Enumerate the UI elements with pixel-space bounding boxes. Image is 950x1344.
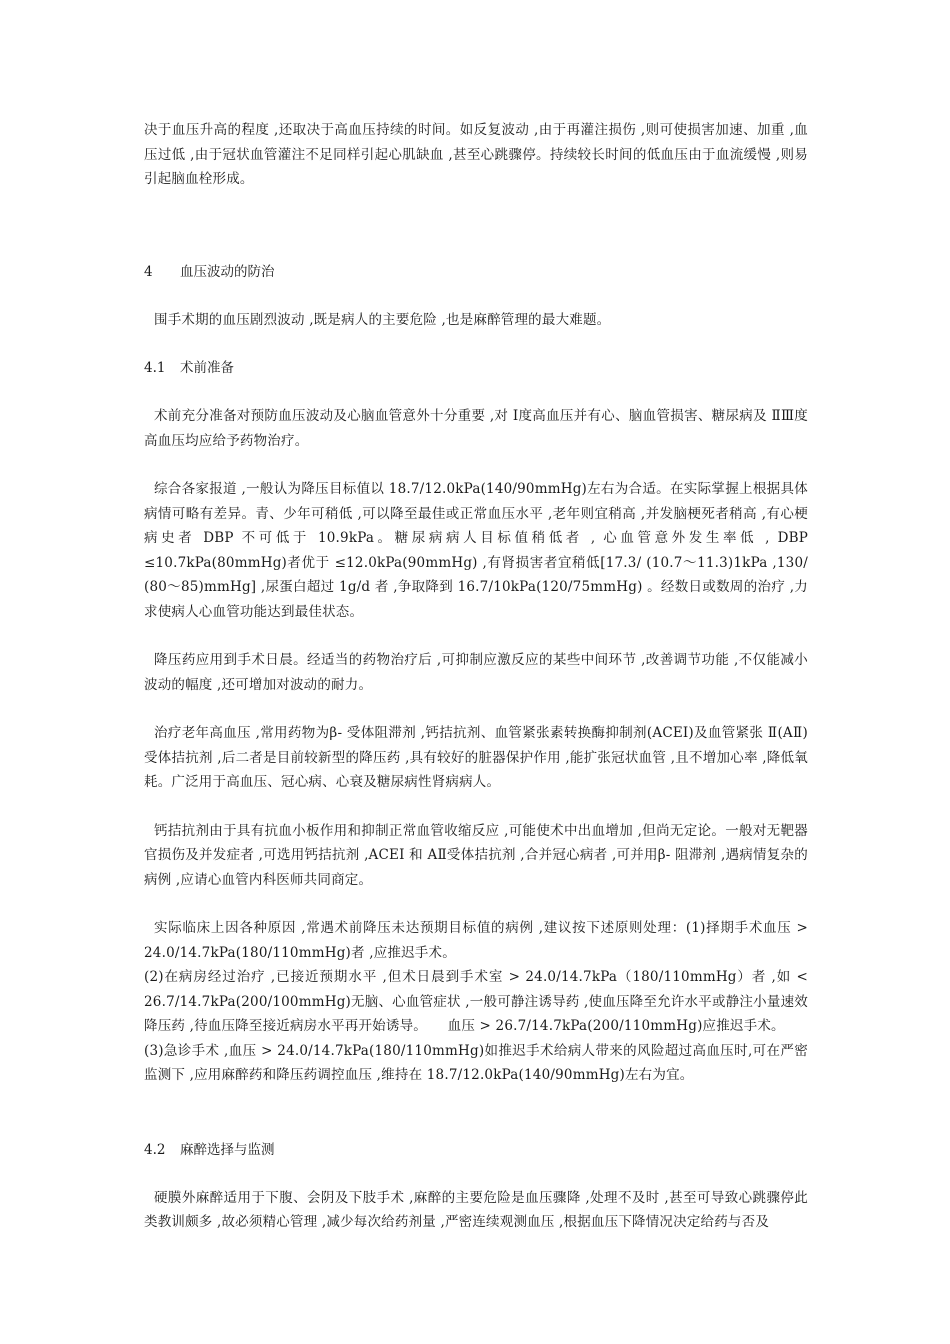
paragraph-4-1-f-1: 实际临床上因各种原因 ,常遇术前降压未达预期目标值的病例 ,建议按下述原则处理：(1)择期手术血压 > 24.0/14.7kPa(180/110mmHg)者 ,应推迟手术。 [144, 920, 808, 961]
paragraph-4-2-a: 硬膜外麻醉适用于下腹、会阴及下肢手术 ,麻醉的主要危险是血压骤降 ,处理不及时 ,甚至可导致心跳骤停此类教训颇多 ,故必须精心管理 ,减少每次给药剂量 ,严密连续观测血压 ,根据血压下降情况决定给药与否及 [144, 1189, 808, 1230]
section-number: 4 [144, 263, 153, 280]
section-heading-4-2 [144, 1138, 808, 1162]
section-number: 4.2 [144, 1141, 166, 1158]
section-title: 术前准备 [180, 360, 234, 376]
paragraph-4-1-b: 综合各家报道 ,一般认为降压目标值以 18.7/12.0kPa(140/90mmHg)左右为合适。在实际掌握上根据具体病情可略有差异。青、少年可稍低 ,可以降至最佳或正常血压水平 ,老年则宜稍高 ,并发脑梗死者稍高 ,有心梗病史者 DBP 不可低于 10.9kPa。糖尿病病人目标值稍低者 , 心血管意外发生率低 , DBP ≤10.7kPa(80mmHg)者优于 ≤12.0kPa(90mmHg) ,有肾损害者宜稍低[17.3/ (10.7～11.3)1kPa ,130/ (80～85)mmHg] ,尿蛋白超过 1g/d 者 ,争取降到 16.7/10kPa(120/75mmHg) 。经数日或数周的治疗 ,力求使病人心血管功能达到最佳状态。 [144, 481, 808, 620]
section-title: 麻醉选择与监测 [180, 1141, 275, 1158]
section-number: 4.1 [144, 360, 166, 376]
paragraph-4-1-f-2: (2)在病房经过治疗 ,已接近预期水平 ,但术日晨到手术室 > 24.0/14.7kPa（180/110mmHg）者 ,如 < 26.7/14.7kPa(200/100mmHg)无脑、心血管症状 ,一般可静注诱导药 ,使血压降至允许水平或静注小量速效降压药 ,待血压降至接近病房水平再开始诱导。 血压 > 26.7/14.7kPa(200/110mmHg)应推迟手术。 [144, 969, 808, 1034]
paragraph-4-1-a: 术前充分准备对预防血压波动及心脑血管意外十分重要 ,对 Ⅰ度高血压并有心、脑血管损害、糖尿病及 ⅡⅢ度高血压均应给予药物治疗。 [144, 408, 808, 449]
document-page [144, 118, 808, 1235]
section-title: 血压波动的防治 [180, 263, 275, 280]
section-heading-4-1 [144, 356, 808, 380]
section-heading-4 [144, 260, 808, 284]
paragraph-4-1-c: 降压药应用到手术日晨。经适当的药物治疗后 ,可抑制应激反应的某些中间环节 ,改善调节功能 ,不仅能减小波动的幅度 ,还可增加对波动的耐力。 [144, 652, 808, 693]
spacer [144, 192, 808, 242]
paragraph-4-1-d: 治疗老年高血压 ,常用药物为β- 受体阻滞剂 ,钙拮抗剂、血管紧张素转换酶抑制剂(ACEI)及血管紧张 Ⅱ(AⅡ)受体拮抗剂 ,后二者是目前较新型的降压药 ,具有较好的脏器保护作用 ,能扩张冠状血管 ,且不增加心率 ,降低氧耗。广泛用于高血压、冠心病、心衰及糖尿病性肾病病人。 [144, 725, 808, 790]
paragraph-4: 围手术期的血压剧烈波动 ,既是病人的主要危险 ,也是麻醉管理的最大难题。 [154, 311, 611, 328]
paragraph-intro: 决于血压升高的程度 ,还取决于高血压持续的时间。如反复波动 ,由于再灌注损伤 ,则可使损害加速、加重 ,血压过低 ,由于冠状血管灌注不足同样引起心肌缺血 ,甚至心跳骤停。持续较长时间的低血压由于血流缓慢 ,则易引起脑血栓形成。 [144, 122, 808, 187]
paragraph-4-1-f-3: (3)急诊手术 ,血压 > 24.0/14.7kPa(180/110mmHg)如推迟手术给病人带来的风险超过高血压时,可在严密监测下 ,应用麻醉药和降压药调控血压 ,维持在 18.7/12.0kPa(140/90mmHg)左右为宜。 [144, 1042, 808, 1083]
paragraph-4-1-e: 钙拮抗剂由于具有抗血小板作用和抑制正常血管收缩反应 ,可能使术中出血增加 ,但尚无定论。一般对无靶器官损伤及并发症者 ,可选用钙拮抗剂 ,ACEI 和 AⅡ受体拮抗剂 ,合并冠心病者 ,可并用β- 阻滞剂 ,遇病情复杂的病例 ,应请心血管内科医师共同商定。 [144, 822, 808, 888]
